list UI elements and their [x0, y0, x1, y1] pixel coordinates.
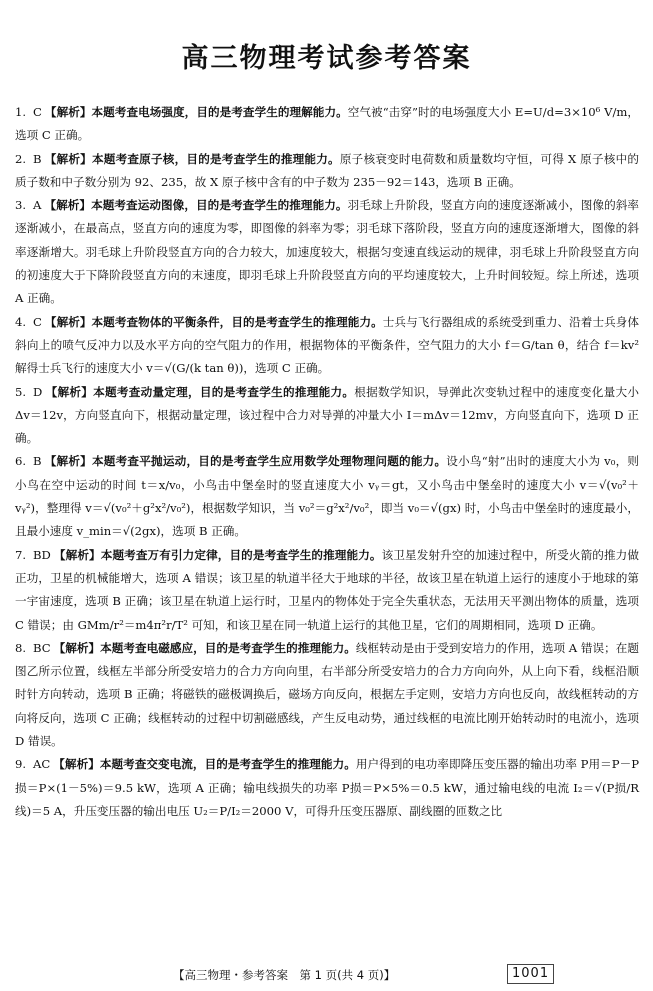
item-answer: BC	[33, 640, 51, 655]
item-number: 5.	[15, 384, 27, 399]
exam-code-box: 1001	[507, 964, 554, 984]
item-analysis-tag: 【解析】本题考查电场强度，目的是考查学生的理解能力。	[44, 105, 348, 119]
item-analysis-tag: 【解析】本题考查万有引力定律，目的是考查学生的推理能力。	[53, 547, 382, 562]
answer-item	[15, 148, 639, 195]
item-answer: B	[33, 454, 42, 469]
item-number: 1.	[15, 105, 27, 119]
answer-item	[15, 311, 639, 381]
answer-list	[15, 101, 639, 823]
item-answer: B	[33, 151, 42, 166]
answer-item	[15, 753, 639, 823]
answer-item	[15, 544, 639, 637]
item-answer: C	[33, 314, 42, 329]
item-number: 8.	[15, 640, 27, 655]
item-number: 4.	[15, 314, 27, 329]
answer-item	[15, 381, 639, 451]
item-analysis-tag: 【解析】本题考查电磁感应，目的是考查学生的推理能力。	[53, 640, 356, 655]
footer-page-info: 【高三物理・参考答案 第 1 页(共 4 页)】	[173, 968, 396, 982]
item-answer: C	[33, 105, 42, 119]
answer-item	[15, 637, 639, 753]
item-analysis-tag: 【解析】本题考查平抛运动，目的是考查学生应用数学处理物理问题的能力。	[44, 454, 447, 469]
item-answer: AC	[33, 757, 51, 772]
item-number: 3.	[15, 198, 27, 213]
item-number: 9.	[15, 757, 27, 772]
answer-item	[15, 101, 639, 148]
item-body: 羽毛球上升阶段，竖直方向的速度逐渐减小，图像的斜率逐渐减小，在最高点，竖直方向的速度为零，即图像的斜率为零；羽毛球下落阶段，竖直方向的速度逐渐增大，图像的斜率逐渐增大。羽毛球上升阶段竖直方向的合力较大，加速度较大，根据匀变速直线运动的规律，羽毛球上升阶段竖直方向的初速度大于下降阶段竖直方向的末速度，即羽毛球上升阶段竖直方向的平均速度较大，上升时间较短。综上所述，选项 A 正确。	[15, 198, 639, 306]
item-answer: BD	[33, 547, 51, 562]
answer-item	[15, 194, 639, 310]
page-footer	[0, 964, 653, 986]
item-body: 原子核衰变时电荷数和质量数均守恒，可得 X 原子核中的质子数和中子数分别为 92、235，故 X 原子核中含有的中子数为 235－92＝143，选项 B 正确。	[15, 151, 639, 189]
item-analysis-tag: 【解析】本题考查动量定理，目的是考查学生的推理能力。	[45, 384, 355, 399]
item-analysis-tag: 【解析】本题考查运动图像，目的是考查学生的推理能力。	[44, 198, 348, 213]
item-analysis-tag: 【解析】本题考查物体的平衡条件，目的是考查学生的推理能力。	[44, 314, 383, 329]
item-body: 设小鸟“射”出时的速度大小为 v₀，则小鸟在空中运动的时间 t＝x/v₀，小鸟击中堡垒时的竖直速度大小 vᵧ＝gt，又小鸟击中堡垒时的速度大小 v＝√(v₀²＋vᵧ²)，整理得 v＝√(v₀²＋g²x²/v₀²)，根据数学知识，当 v₀²＝g²x²/v₀²，即当 v₀＝√(gx) 时，小鸟击中堡垒时的速度最小，且最小速度 v_min＝√(2gx)，选项 B 正确。	[15, 454, 639, 539]
item-analysis-tag: 【解析】本题考查原子核，目的是考查学生的推理能力。	[44, 151, 340, 166]
page-title: 高三物理考试参考答案	[181, 43, 472, 74]
item-answer: A	[33, 198, 42, 213]
item-number: 7.	[15, 547, 27, 562]
item-number: 2.	[15, 151, 27, 166]
item-body: 根据数学知识，导弹此次变轨过程中的速度变化量大小 Δv＝12v，方向竖直向下，根据动量定理，该过程中合力对导弹的冲量大小 I＝mΔv＝12mv，方向竖直向下，选项 D 正确。	[15, 384, 639, 446]
item-body: 该卫星发射升空的加速过程中，所受火箭的推力做正功，卫星的机械能增大，选项 A 错误；该卫星的轨道半径大于地球的半径，故该卫星在轨道上运行的速度小于地球的第一宇宙速度，选项 B 正确；该卫星在轨道上运行时，卫星内的物体处于完全失重状态，无法用天平测出物体的质量，选项 C 错误；由 GMm/r²＝m4π²r/T² 可知，和该卫星在同一轨道上运行的其他卫星，它们的周期相同，选项 D 正确。	[15, 547, 639, 632]
item-body: 士兵与飞行器组成的系统受到重力、沿着士兵身体斜向上的喷气反冲力以及水平方向的空气阻力的作用，根据物体的平衡条件，空气阻力的大小 f＝G/tan θ，结合 f＝kv² 解得士兵飞行的速度大小 v＝√(G/(k tan θ))，选项 C 正确。	[15, 314, 639, 376]
item-number: 6.	[15, 454, 27, 469]
item-body: 用户得到的电功率即降压变压器的输出功率 P用＝P－P损＝P×(1－5%)＝9.5 kW，选项 A 正确；输电线损失的功率 P损＝P×5%＝0.5 kW，通过输电线的电流 I₂＝√(P损/R线)＝5 A，升压变压器的输出电压 U₂＝P/I₂＝2000 V，可得升压变压器原、副线圈的匝数之比	[15, 757, 639, 818]
item-analysis-tag: 【解析】本题考查交变电流，目的是考查学生的推理能力。	[53, 757, 356, 772]
item-body: 空气被“击穿”时的电场强度大小 E=U/d=3×10⁶ V/m，选项 C 正确。	[15, 105, 639, 143]
answer-item	[15, 450, 639, 543]
item-body: 线框转动是由于受到安培力的作用，选项 A 错误；在题图乙所示位置，线框左半部分所受安培力的合力方向向里，右半部分所受安培力的合力方向向外，从上向下看，线框沿顺时针方向转动，选项 B 正确；将磁铁的磁极调换后，磁场方向反向，根据左手定则，安培力方向也反向，故线框转动的方向将反向，选项 C 正确；线框转动的过程中切割磁感线，产生反电动势，通过线框的电流比刚开始转动时的电流小，选项 D 错误。	[15, 640, 639, 749]
item-answer: D	[33, 384, 43, 399]
